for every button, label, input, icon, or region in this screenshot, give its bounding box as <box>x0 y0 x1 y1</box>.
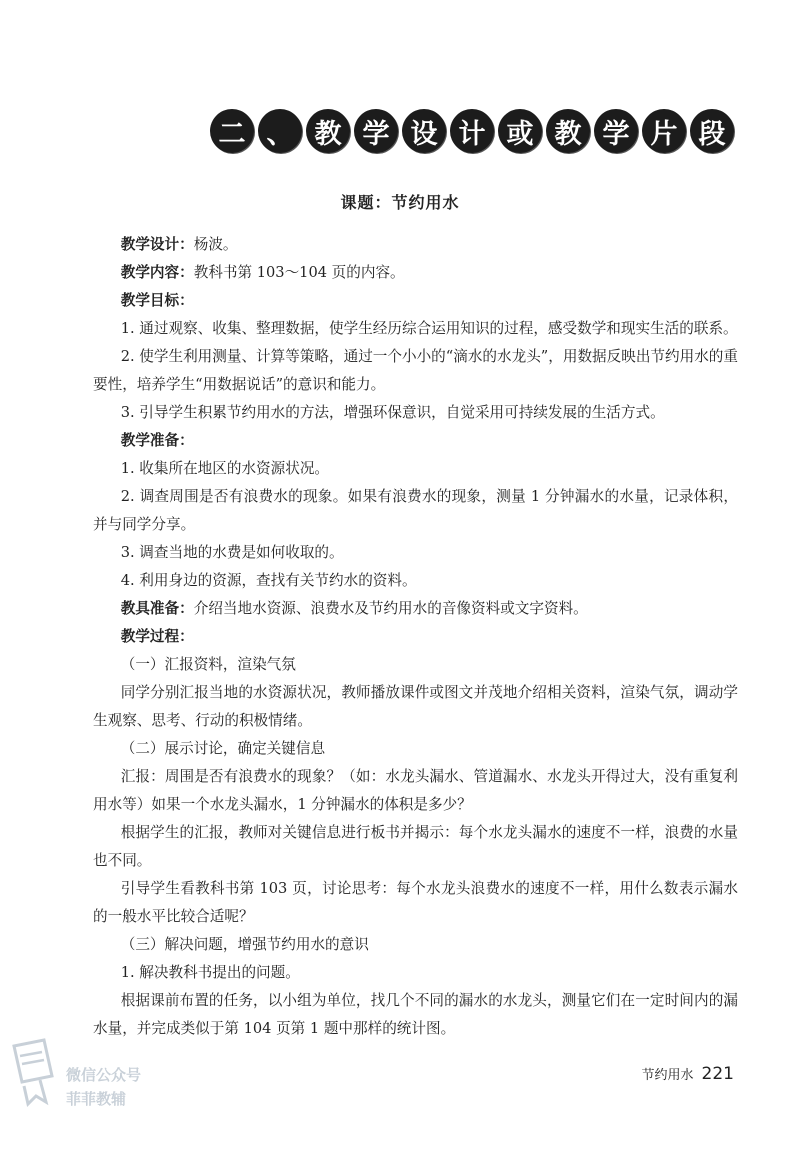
section-banner <box>210 109 726 153</box>
paragraph <box>93 259 738 287</box>
paragraph <box>93 315 738 343</box>
paragraph <box>93 735 738 763</box>
paragraph <box>93 343 738 399</box>
paragraph-label: 教学准备： <box>120 432 194 449</box>
paragraph-text: 同学分别汇报当地的水资源状况，教师播放课件或图文并茂地介绍相关资料，渲染气氛，调动学生观察、思考、行动的积极情绪。 <box>93 684 738 729</box>
paragraph-text: 3. 引导学生积累节约用水的方法，增强环保意识，自觉采用可持续发展的生活方式。 <box>120 404 665 421</box>
paragraph <box>93 287 738 315</box>
paragraph <box>93 399 738 427</box>
banner-char-text: 、 <box>266 118 294 150</box>
paragraph <box>93 427 738 455</box>
paragraph-label: 教学设计： <box>120 236 194 253</box>
banner-char-text: 计 <box>458 118 486 150</box>
paragraph-text: 3. 调查当地的水费是如何收取的。 <box>120 544 344 561</box>
paragraph-text: 1. 通过观察、收集、整理数据，使学生经历综合运用知识的过程，感受数学和现实生活的联系。 <box>120 320 738 337</box>
banner-char-text: 或 <box>506 118 534 150</box>
paragraph-text: 杨波。 <box>193 236 238 253</box>
paragraph <box>93 679 738 735</box>
paragraph-label: 教学内容： <box>120 264 194 281</box>
paragraph <box>93 651 738 679</box>
lesson-title: 课题：节约用水 <box>340 193 460 212</box>
banner-char-text: 学 <box>602 118 630 150</box>
paragraph-text: 1. 收集所在地区的水资源状况。 <box>120 460 330 477</box>
paragraph-text: （一）汇报资料，渲染气氛 <box>120 656 296 673</box>
paragraph-text: 引导学生看教科书第 103 页，讨论思考：每个水龙头浪费水的速度不一样，用什么数表示漏水的一般水平比较合适呢？ <box>93 880 738 925</box>
paragraph <box>93 483 738 539</box>
paragraph-text: （二）展示讨论，确定关键信息 <box>120 740 326 757</box>
banner-char <box>402 109 446 153</box>
watermark-line-2: 菲菲教辅 <box>66 1090 127 1108</box>
banner-char-text: 二 <box>218 118 246 150</box>
paragraph-label: 教学过程： <box>120 628 194 645</box>
watermark-line-1: 微信公众号 <box>66 1066 142 1084</box>
banner-char-text: 教 <box>314 118 342 150</box>
paragraph-text: 介绍当地水资源、浪费水及节约用水的音像资料或文字资料。 <box>193 600 588 617</box>
paragraph-text: 1. 解决教科书提出的问题。 <box>120 964 300 981</box>
paragraph-text: 2. 调查周围是否有浪费水的现象。如果有浪费水的现象，测量 1 分钟漏水的水量，记录体积，并与同学分享。 <box>93 488 738 533</box>
banner-char <box>498 109 542 153</box>
paragraph-text: 2. 使学生利用测量、计算等策略，通过一个小小的“滴水的水龙头”，用数据反映出节约用水的重要性，培养学生“用数据说话”的意识和能力。 <box>93 348 738 393</box>
paragraph <box>93 539 738 567</box>
paragraph-text: 教科书第 103～104 页的内容。 <box>193 264 405 281</box>
paragraph-label: 教学目标： <box>120 292 194 309</box>
banner-char <box>546 109 590 153</box>
paragraph <box>93 567 738 595</box>
banner-char <box>258 109 302 153</box>
banner-char <box>306 109 350 153</box>
watermark <box>6 1030 156 1140</box>
banner-char <box>354 109 398 153</box>
banner-char <box>642 109 686 153</box>
paragraph <box>93 987 738 1043</box>
paragraph <box>93 231 738 259</box>
banner-char-text: 学 <box>362 118 390 150</box>
running-title: 节约用水 <box>641 1068 694 1083</box>
banner-char-text: 设 <box>410 118 438 150</box>
banner-char-text: 片 <box>650 118 678 150</box>
paragraph <box>93 959 738 987</box>
banner-char <box>594 109 638 153</box>
paragraph-text: 汇报：周围是否有浪费水的现象？（如：水龙头漏水、管道漏水、水龙头开得过大，没有重复利用水等）如果一个水龙头漏水，1 分钟漏水的体积是多少？ <box>93 768 738 813</box>
paragraph <box>93 595 738 623</box>
paragraph <box>93 875 738 931</box>
paragraph <box>93 819 738 875</box>
banner-char <box>450 109 494 153</box>
page-footer <box>642 1064 734 1084</box>
page-number: 221 <box>701 1064 734 1084</box>
wechat-watermark-icon <box>6 1036 58 1108</box>
banner-char <box>210 109 254 153</box>
paragraph-text: 根据课前布置的任务，以小组为单位，找几个不同的漏水的水龙头，测量它们在一定时间内的漏水量，并完成类似于第 104 页第 1 题中那样的统计图。 <box>93 992 738 1037</box>
banner-char-text: 教 <box>554 118 582 150</box>
paragraph-label: 教具准备： <box>120 600 194 617</box>
paragraph-text: （三）解决问题，增强节约用水的意识 <box>120 936 369 953</box>
paragraph-text: 根据学生的汇报，教师对关键信息进行板书并揭示：每个水龙头漏水的速度不一样，浪费的水量也不同。 <box>93 824 738 869</box>
banner-char <box>690 109 734 153</box>
paragraph <box>93 623 738 651</box>
paragraph <box>93 455 738 483</box>
paragraph <box>93 931 738 959</box>
paragraph-text: 4. 利用身边的资源，查找有关节约水的资料。 <box>120 572 417 589</box>
paragraph <box>93 763 738 819</box>
banner-char-text: 段 <box>698 118 726 150</box>
lesson-body <box>93 231 738 1043</box>
